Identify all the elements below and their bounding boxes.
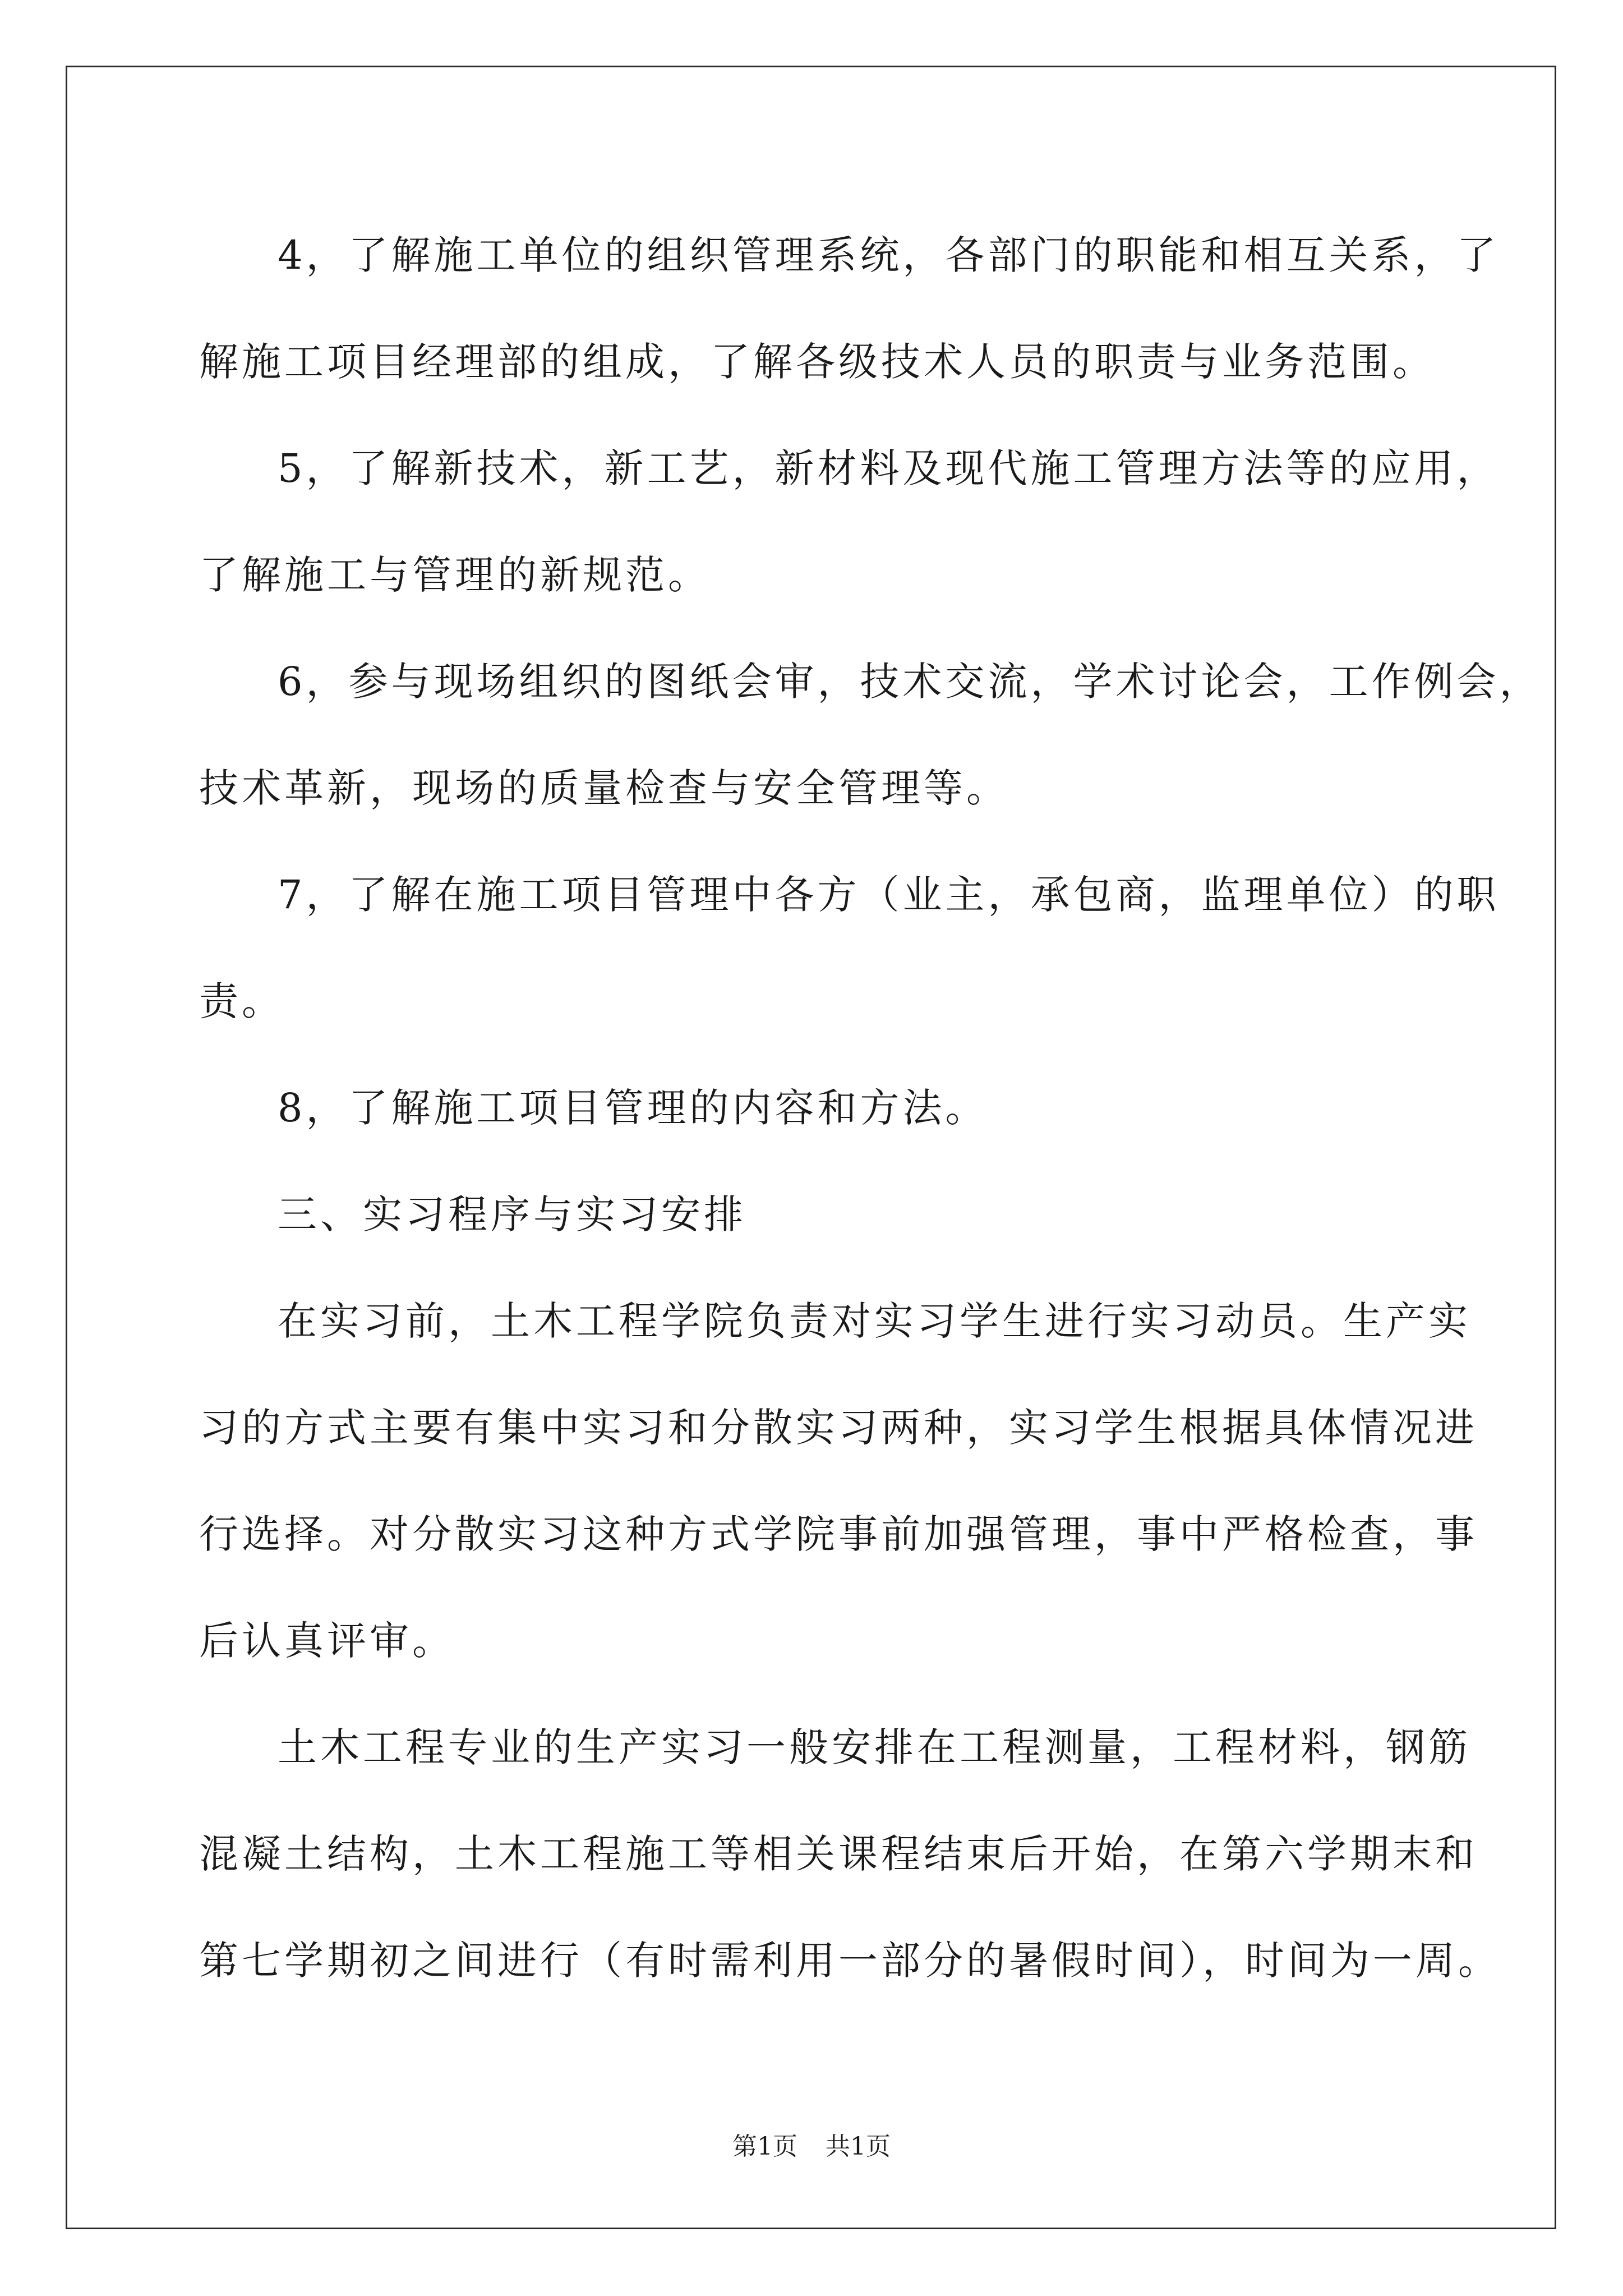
text-line: 7，了解在施工项目管理中各方（业主，承包商，监理单位）的职 <box>278 872 1500 918</box>
paragraph-internship-schedule <box>199 1694 1501 2014</box>
text-line: 4，了解施工单位的组织管理系统，各部门的职能和相互关系，了 <box>278 232 1500 278</box>
text-line: 了解施工与管理的新规范。 <box>199 552 711 598</box>
page-number: 第1页 <box>732 2132 797 2161</box>
text-line: 第七学期初之间进行（有时需利用一部分的暑假时间），时间为一周。 <box>199 1938 1501 1984</box>
text-line: 混凝土结构，土木工程施工等相关课程结束后开始，在第六学期末和 <box>199 1831 1478 1877</box>
text-line: 8，了解施工项目管理的内容和方法。 <box>278 1085 988 1131</box>
text-line: 6，参与现场组织的图纸会审，技术交流，学术讨论会，工作例会， <box>278 659 1542 705</box>
paragraph-item-7 <box>199 841 1500 1055</box>
page-total: 共1页 <box>826 2132 891 2161</box>
section-heading-text: 三、实习程序与实习安排 <box>278 1191 746 1237</box>
text-line: 技术革新，现场的质量检查与安全管理等。 <box>199 765 1009 811</box>
document-body <box>199 202 1542 2014</box>
text-line: 责。 <box>199 978 284 1024</box>
page-footer <box>0 2126 1623 2162</box>
text-line: 习的方式主要有集中实习和分散实习两种，实习学生根据具体情况进 <box>199 1405 1478 1451</box>
text-line: 5，了解新技术，新工艺，新材料及现代施工管理方法等的应用， <box>278 445 1500 491</box>
section-heading <box>199 1161 1433 1268</box>
paragraph-item-5 <box>199 415 1500 628</box>
paragraph-item-8 <box>199 1055 1433 1161</box>
text-line: 土木工程专业的生产实习一般安排在工程测量，工程材料，钢筋 <box>278 1724 1471 1770</box>
text-line: 解施工项目经理部的组成，了解各级技术人员的职责与业务范围。 <box>199 339 1435 385</box>
paragraph-internship-mobilization <box>199 1268 1478 1694</box>
paragraph-item-6 <box>199 628 1542 841</box>
text-line: 在实习前，土木工程学院负责对实习学生进行实习动员。生产实 <box>278 1298 1471 1344</box>
text-line: 行选择。对分散实习这种方式学院事前加强管理，事中严格检查，事 <box>199 1511 1478 1557</box>
text-line: 后认真评审。 <box>199 1618 455 1664</box>
paragraph-item-4 <box>199 202 1500 415</box>
